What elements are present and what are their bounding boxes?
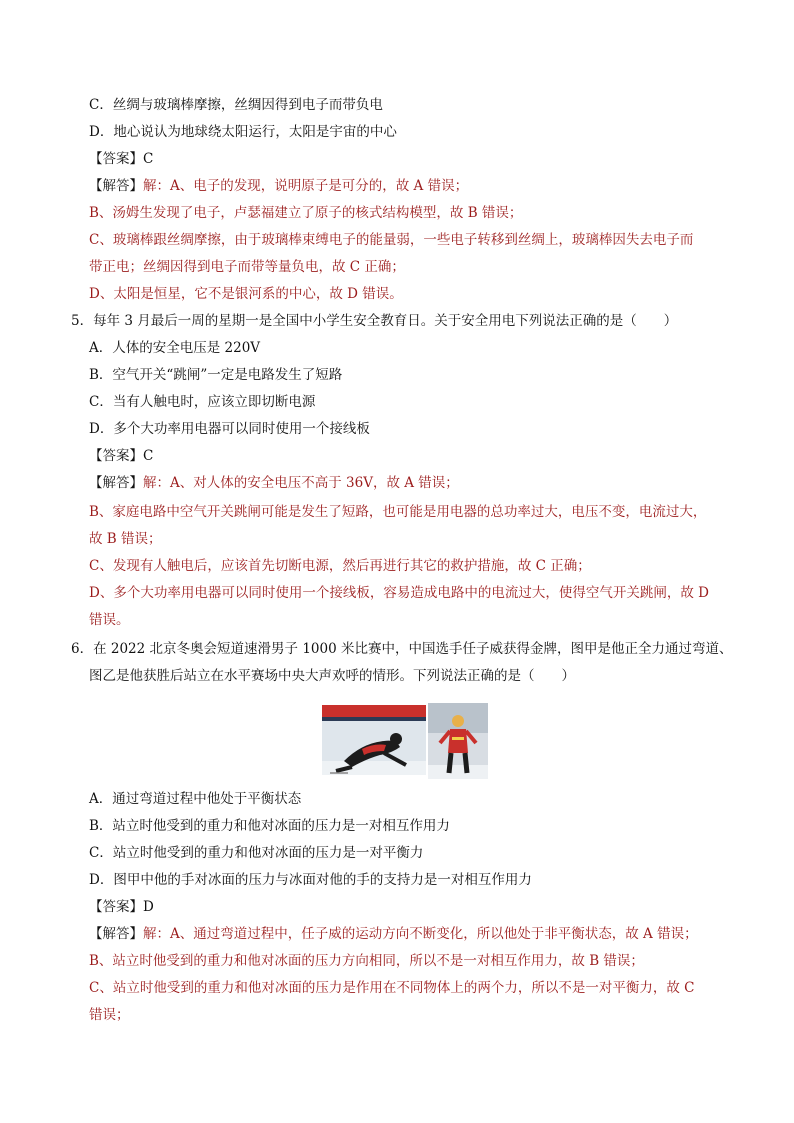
q4-analysis-line: B、汤姆生发现了电子，卢瑟福建立了原子的核式结构模型，故 B 错误；	[89, 205, 523, 221]
analysis-text: 解：A、对人体的安全电压不高于 36V，故 A 错误；	[143, 475, 459, 491]
answer-value: D	[143, 899, 154, 915]
answer-value: C	[143, 448, 154, 464]
q5-stem: 5．每年 3 月最后一周的星期一是全国中小学生安全教育日。关于安全用电下列说法正确的是（ ）	[71, 313, 678, 329]
q6-stem-line2: 图乙是他获胜后站立在水平赛场中央大声欢呼的情形。下列说法正确的是（ ）	[89, 668, 575, 684]
analysis-tag: 【解答】	[89, 475, 143, 491]
analysis-text: 解：A、电子的发现，说明原子是可分的，故 A 错误；	[143, 178, 469, 194]
q4-analysis-line: 带正电；丝绸因得到电子而带等量负电，故 C 正确；	[89, 259, 405, 275]
q6-analysis-line: C、站立时他受到的重力和他对冰面的压力是作用在不同物体上的两个力，所以不是一对平衡力，故 C	[89, 980, 695, 996]
q4-option-c: C．丝绸与玻璃棒摩擦，丝绸因得到电子而带负电	[89, 97, 383, 113]
speed-skating-figure	[322, 703, 488, 779]
q6-option-d: D．图甲中他的手对冰面的压力与冰面对他的手的支持力是一对相互作用力	[89, 872, 532, 888]
q5-analysis-line: C、发现有人触电后，应该首先切断电源，然后再进行其它的救护措施，故 C 正确；	[89, 558, 591, 574]
answer-tag: 【答案】	[89, 448, 143, 464]
q5-option-a: A．人体的安全电压是 220V	[89, 340, 261, 356]
q5-option-b: B．空气开关“跳闸”一定是电路发生了短路	[89, 367, 343, 383]
q5-analysis-line: D、多个大功率用电器可以同时使用一个接线板，容易造成电路中的电流过大，使得空气开关跳闸，故 D	[89, 585, 709, 601]
q5-option-c: C．当有人触电时，应该立即切断电源	[89, 394, 316, 410]
analysis-tag: 【解答】	[89, 926, 143, 942]
answer-value: C	[143, 151, 154, 167]
q6-stem-line1: 6．在 2022 北京冬奥会短道速滑男子 1000 米比赛中，中国选手任子威获得金牌，图甲是他正全力通过弯道、	[71, 641, 733, 657]
q5-analysis-line: 故 B 错误；	[89, 531, 162, 547]
q4-answer	[89, 149, 153, 169]
q6-analysis-line: B、站立时他受到的重力和他对冰面的压力方向相同，所以不是一对相互作用力，故 B 错误；	[89, 953, 644, 969]
q5-analysis-line: 错误。	[89, 612, 130, 628]
q4-analysis-line: C、玻璃棒跟丝绸摩擦，由于玻璃棒束缚电子的能量弱，一些电子转移到丝绸上，玻璃棒因失去电子而	[89, 232, 694, 248]
answer-tag: 【答案】	[89, 899, 143, 915]
q4-option-d: D．地心说认为地球绕太阳运行，太阳是宇宙的中心	[89, 124, 397, 140]
q6-option-c: C．站立时他受到的重力和他对冰面的压力是一对平衡力	[89, 845, 424, 861]
analysis-text: 解：A、通过弯道过程中，任子威的运动方向不断变化，所以他处于非平衡状态，故 A 错误；	[143, 926, 698, 942]
photo-yi-celebrating	[428, 703, 488, 779]
answer-tag: 【答案】	[89, 151, 143, 167]
q4-analysis-line: D、太阳是恒星，它不是银河系的中心，故 D 错误。	[89, 286, 403, 302]
q6-answer	[89, 897, 154, 917]
q4-analysis-intro	[89, 176, 468, 196]
q5-option-d: D．多个大功率用电器可以同时使用一个接线板	[89, 421, 370, 437]
q6-option-b: B．站立时他受到的重力和他对冰面的压力是一对相互作用力	[89, 818, 450, 834]
q6-option-a: A．通过弯道过程中他处于平衡状态	[89, 791, 302, 807]
q6-analysis-intro	[89, 924, 698, 944]
q6-analysis-line: 错误；	[89, 1007, 130, 1023]
q5-analysis-line: B、家庭电路中空气开关跳闸可能是发生了短路，也可能是用电器的总功率过大，电压不变，电流过大，	[89, 504, 707, 520]
q5-answer	[89, 446, 153, 466]
analysis-tag: 【解答】	[89, 178, 143, 194]
photo-jia-cornering	[322, 705, 426, 775]
q5-analysis-intro	[89, 473, 459, 493]
